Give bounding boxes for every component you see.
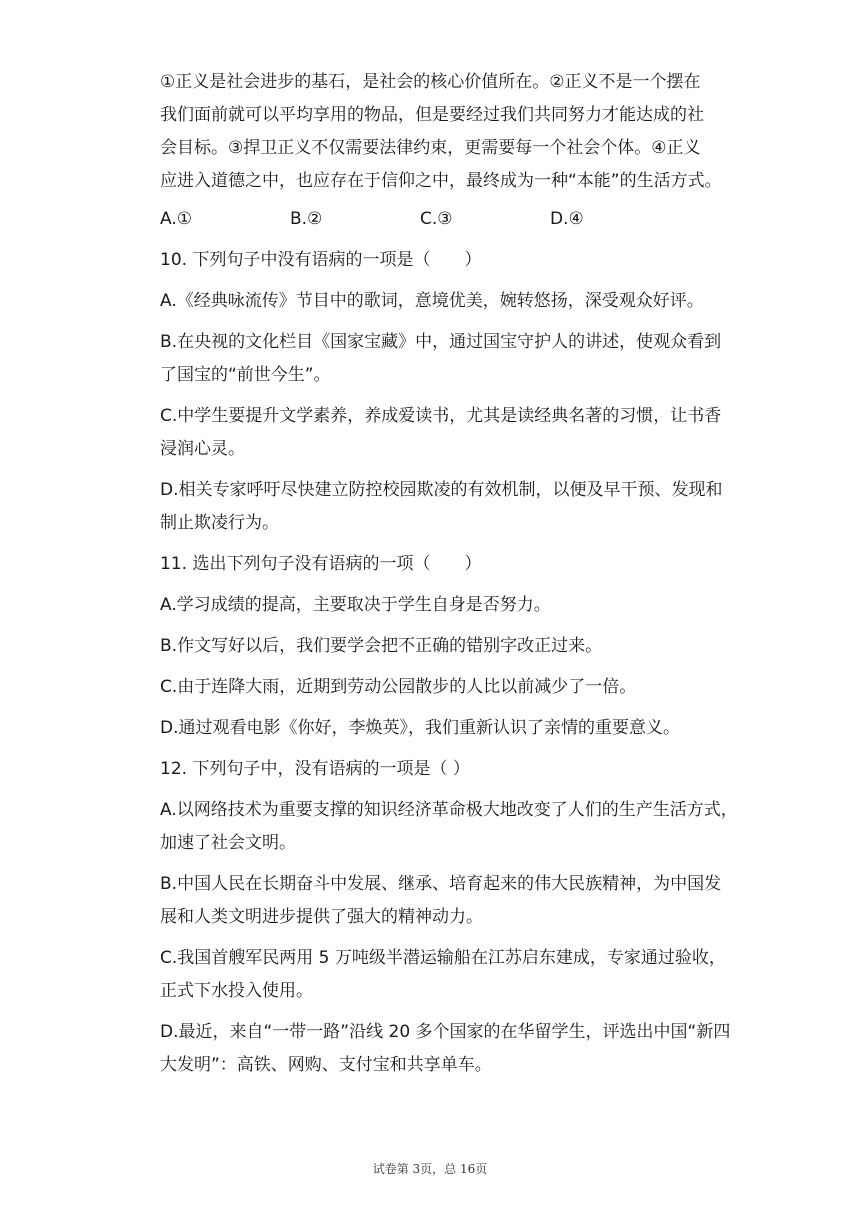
passage-line: 应进入道德之中，也应存在于信仰之中，最终成为一种“本能”的生活方式。 xyxy=(160,171,722,191)
question-11-option-b: B.作文写好以后，我们要学会把不正确的错别字改正过来。 xyxy=(160,636,603,656)
question-11-option-c: C.由于连降大雨，近期到劳动公园散步的人比以前减少了一倍。 xyxy=(160,677,637,697)
question-12-option-a-cont: 加速了社会文明。 xyxy=(160,833,296,853)
question-12-stem: 12. 下列句子中，没有语病的一项是（ ） xyxy=(160,759,470,779)
question-11-option-d: D.通过观看电影《你好，李焕英》，我们重新认识了亲情的重要意义。 xyxy=(160,718,680,738)
question-10-option-c: C.中学生要提升文学素养，养成爱读书，尤其是读经典名著的习惯，让书香 xyxy=(160,406,722,426)
question-10-option-d-cont: 制止欺凌行为。 xyxy=(160,513,279,533)
question-12-option-c-cont: 正式下水投入使用。 xyxy=(160,981,313,1001)
option-d: D.④ xyxy=(550,209,584,229)
page-content xyxy=(160,66,740,1082)
passage-options xyxy=(160,203,740,236)
page-footer: 试卷第 3页，总 16页 xyxy=(372,1162,488,1176)
option-c: C.③ xyxy=(420,209,453,229)
question-12-option-d-cont: 大发明”：高铁、网购、支付宝和共享单车。 xyxy=(160,1055,492,1075)
option-a: A.① xyxy=(160,209,192,229)
question-10-option-d: D.相关专家呼吁尽快建立防控校园欺凌的有效机制，以便及早干预、发现和 xyxy=(160,480,723,500)
question-12-option-b-cont: 展和人类文明进步提供了强大的精神动力。 xyxy=(160,907,483,927)
question-12-option-a: A.以网络技术为重要支撑的知识经济革命极大地改变了人们的生产生活方式， xyxy=(160,800,738,820)
question-10-stem: 10. 下列句子中没有语病的一项是（ ） xyxy=(160,250,482,270)
question-12-option-c: C.我国首艘军民两用 5 万吨级半潜运输船在江苏启东建成，专家通过验收， xyxy=(160,948,726,968)
passage-line: ①正义是社会进步的基石，是社会的核心价值所在。②正义不是一个摆在 xyxy=(160,72,701,92)
option-b: B.② xyxy=(290,209,323,229)
question-12-option-d: D.最近，来自“一带一路”沿线 20 多个国家的在华留学生，评选出中国“新四 xyxy=(160,1022,731,1042)
question-10-option-a: A.《经典咏流传》节目中的歌词，意境优美，婉转悠扬，深受观众好评。 xyxy=(160,291,704,311)
question-12-option-b: B.中国人民在长期奋斗中发展、继承、培育起来的伟大民族精神，为中国发 xyxy=(160,874,722,894)
question-10-option-c-cont: 浸润心灵。 xyxy=(160,439,245,459)
question-10-option-b: B.在央视的文化栏目《国家宝藏》中，通过国宝守护人的讲述，使观众看到 xyxy=(160,332,722,352)
question-10-option-b-cont: 了国宝的“前世今生”。 xyxy=(160,365,331,385)
passage-line: 会目标。③捍卫正义不仅需要法律约束，更需要每一个社会个体。④正义 xyxy=(160,138,701,158)
question-11-stem: 11. 选出下列句子没有语病的一项（ ） xyxy=(160,554,482,574)
passage xyxy=(160,66,740,198)
passage-line: 我们面前就可以平均享用的物品，但是要经过我们共同努力才能达成的社 xyxy=(160,105,704,125)
question-11-option-a: A.学习成绩的提高，主要取决于学生自身是否努力。 xyxy=(160,595,551,615)
